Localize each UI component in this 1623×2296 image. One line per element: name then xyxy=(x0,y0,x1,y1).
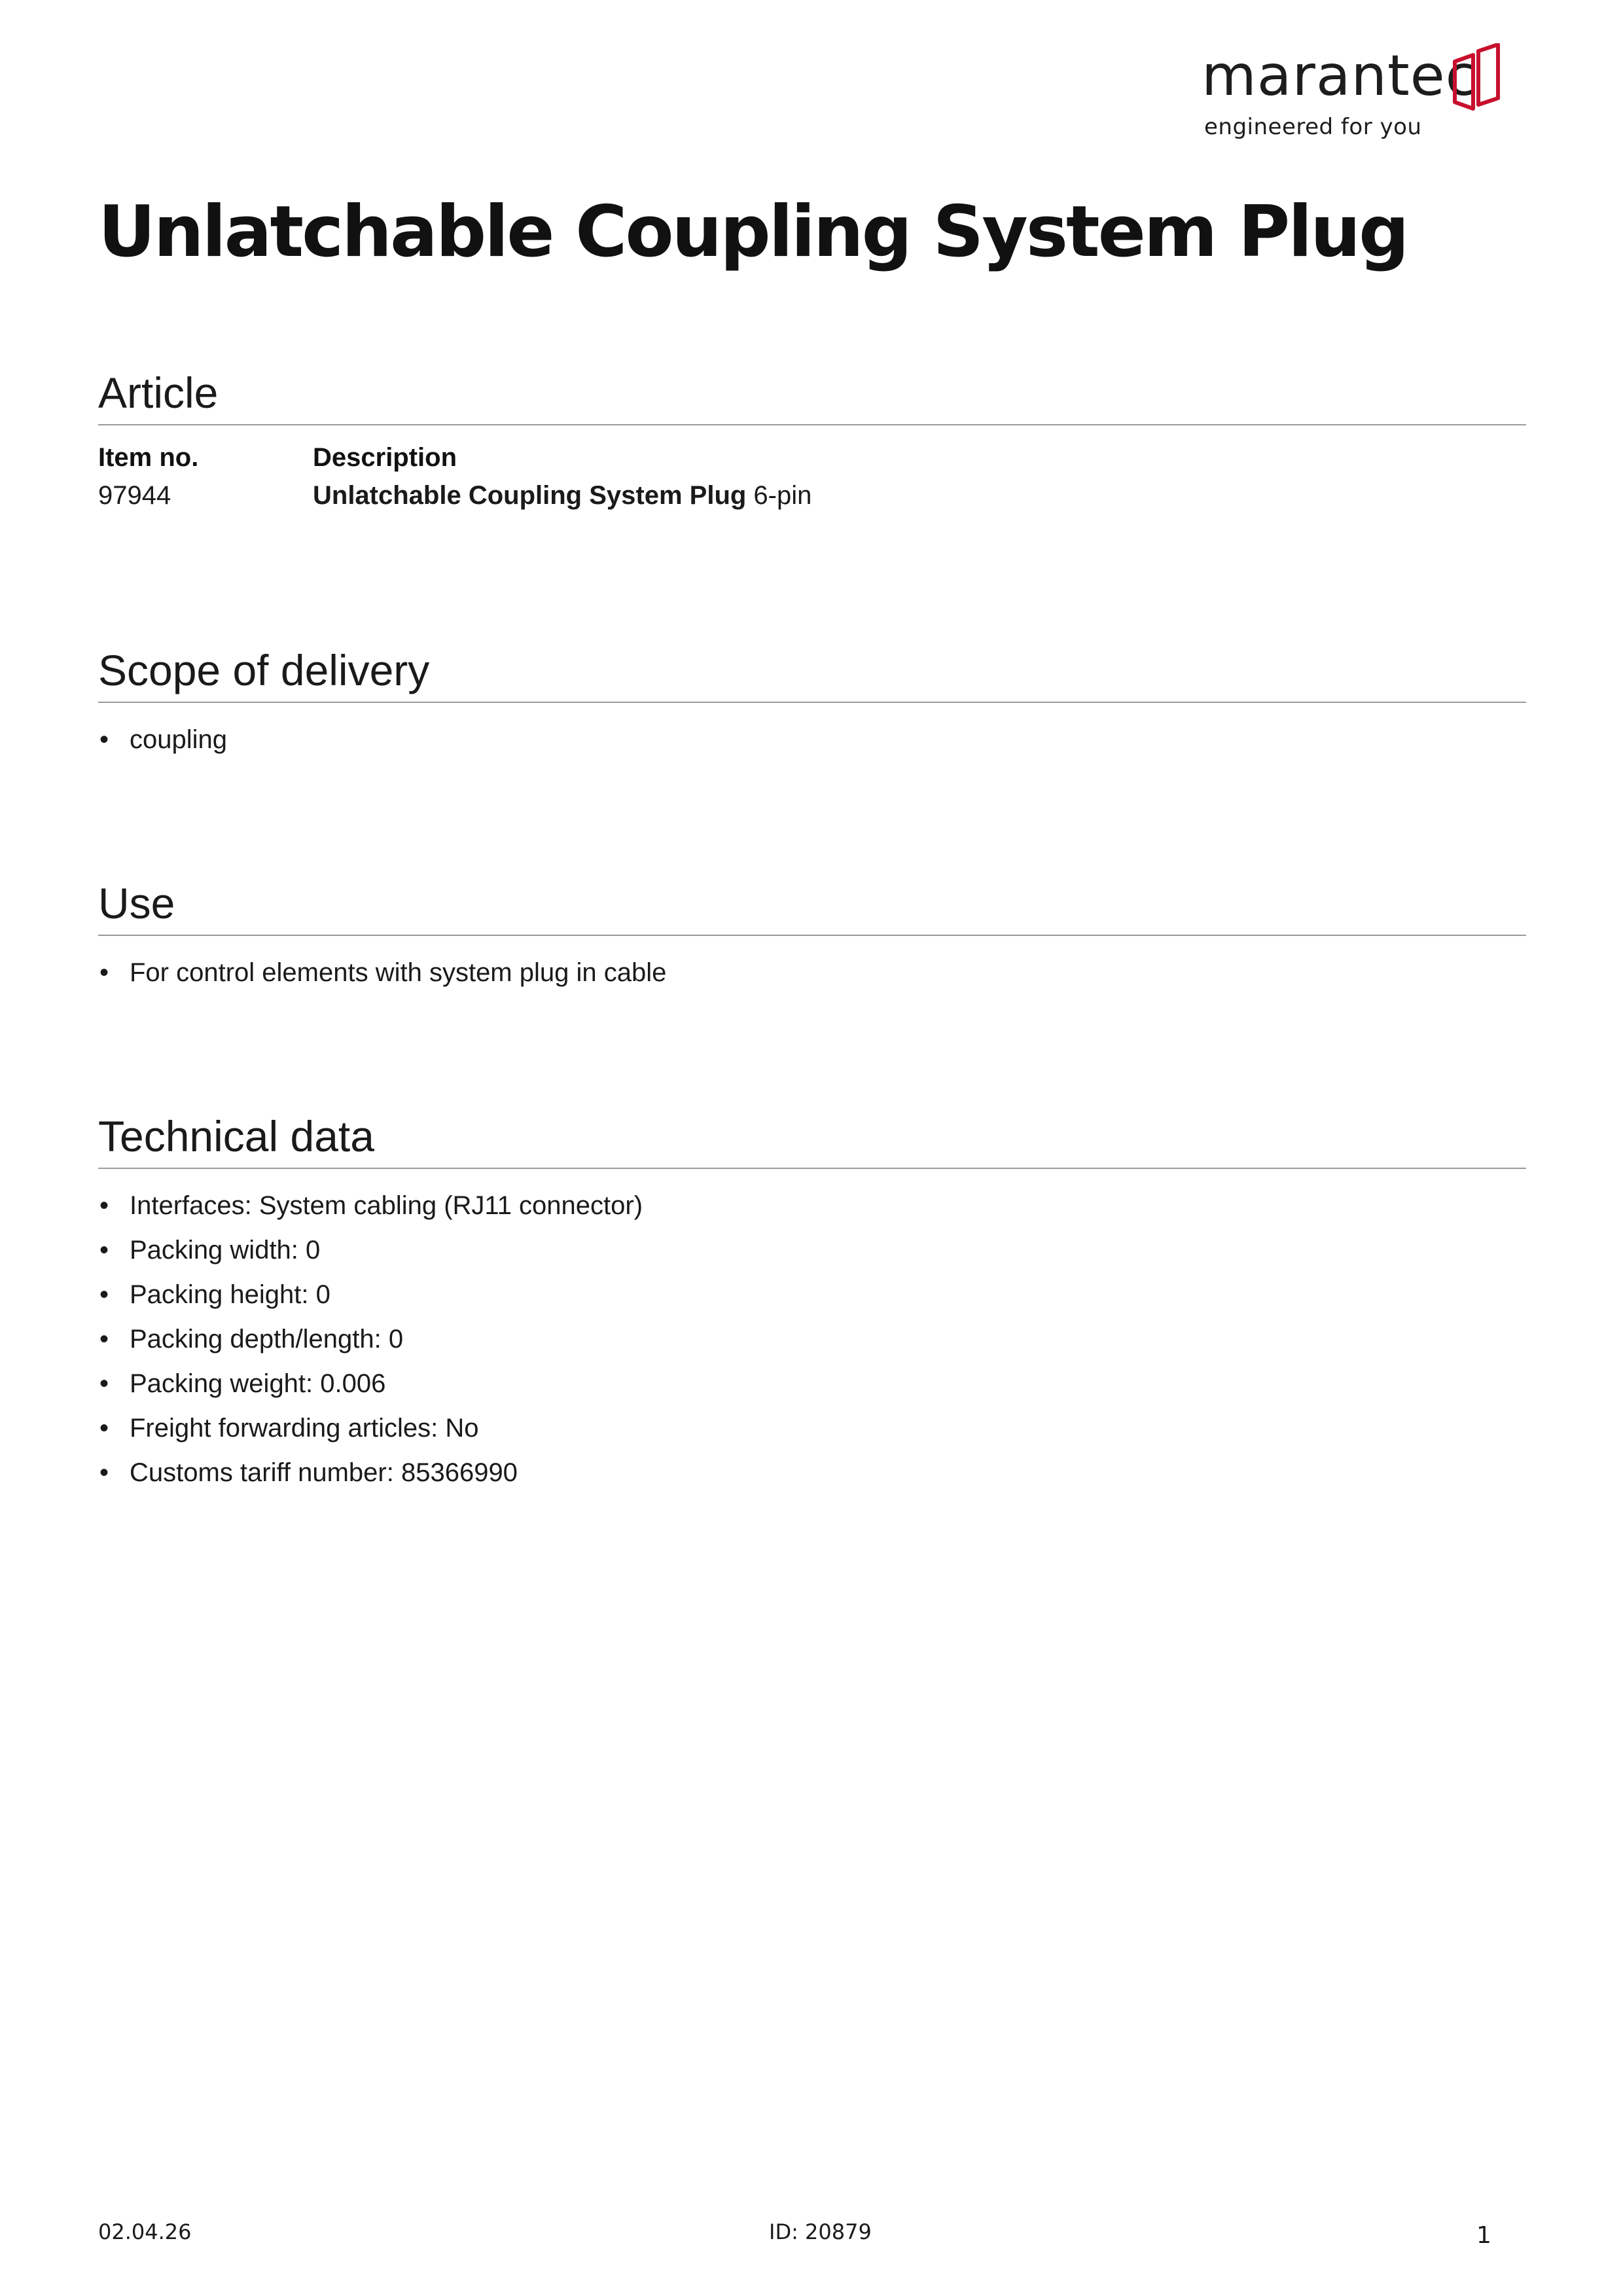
list-item-text: Packing height: 0 xyxy=(130,1280,330,1309)
bullet-icon: • xyxy=(99,1236,109,1265)
list-item xyxy=(98,1450,1526,1495)
marantec-logo-mark-icon xyxy=(1451,43,1503,115)
item-no-value: 97944 xyxy=(98,481,171,510)
description-variant: 6-pin xyxy=(746,481,812,510)
description-product-name: Unlatchable Coupling System Plug xyxy=(313,481,747,510)
article-table-header xyxy=(98,439,1526,476)
bullet-icon: • xyxy=(99,1280,109,1309)
list-item-text: For control elements with system plug in cable xyxy=(130,958,667,987)
bullet-icon: • xyxy=(99,725,109,754)
list-item xyxy=(98,1406,1526,1450)
footer-document-id: ID: 20879 xyxy=(769,2219,872,2244)
brand-logo xyxy=(1202,43,1503,148)
use-list xyxy=(98,950,1526,995)
brand-name: marantec xyxy=(1202,43,1477,109)
bullet-icon: • xyxy=(99,1458,109,1487)
technical-data-heading: Technical data xyxy=(98,1110,1526,1169)
use-heading: Use xyxy=(98,877,1526,936)
footer-page-number: 1 xyxy=(1476,2222,1491,2249)
list-item xyxy=(98,1272,1526,1317)
use-section xyxy=(98,877,1526,995)
technical-data-section xyxy=(98,1110,1526,1495)
list-item-text: Packing width: 0 xyxy=(130,1236,321,1265)
item-no-column-header: Item no. xyxy=(98,443,199,472)
bullet-icon: • xyxy=(99,1369,109,1398)
list-item xyxy=(98,1361,1526,1406)
article-table xyxy=(98,439,1526,514)
footer-date: 02.04.26 xyxy=(98,2219,192,2244)
article-section xyxy=(98,367,1526,514)
bullet-icon: • xyxy=(99,958,109,987)
list-item-text: Customs tariff number: 85366990 xyxy=(130,1458,518,1487)
brand-tagline: engineered for you xyxy=(1204,114,1422,140)
bullet-icon: • xyxy=(99,1191,109,1220)
list-item-text: coupling xyxy=(130,725,228,754)
list-item xyxy=(98,1228,1526,1272)
scope-heading: Scope of delivery xyxy=(98,644,1526,703)
page-title: Unlatchable Coupling System Plug xyxy=(98,191,1408,273)
table-row xyxy=(98,476,1526,514)
list-item xyxy=(98,950,1526,995)
list-item xyxy=(98,1317,1526,1361)
technical-data-list xyxy=(98,1183,1526,1495)
list-item xyxy=(98,717,1526,762)
list-item-text: Interfaces: System cabling (RJ11 connector) xyxy=(130,1191,643,1220)
bullet-icon: • xyxy=(99,1414,109,1443)
description-value xyxy=(313,476,1526,514)
list-item xyxy=(98,1183,1526,1228)
list-item-text: Packing weight: 0.006 xyxy=(130,1369,386,1398)
article-heading: Article xyxy=(98,367,1526,425)
list-item-text: Freight forwarding articles: No xyxy=(130,1414,479,1443)
list-item-text: Packing depth/length: 0 xyxy=(130,1325,404,1354)
bullet-icon: • xyxy=(99,1325,109,1354)
scope-list xyxy=(98,717,1526,762)
scope-of-delivery-section xyxy=(98,644,1526,762)
description-column-header: Description xyxy=(313,443,457,472)
